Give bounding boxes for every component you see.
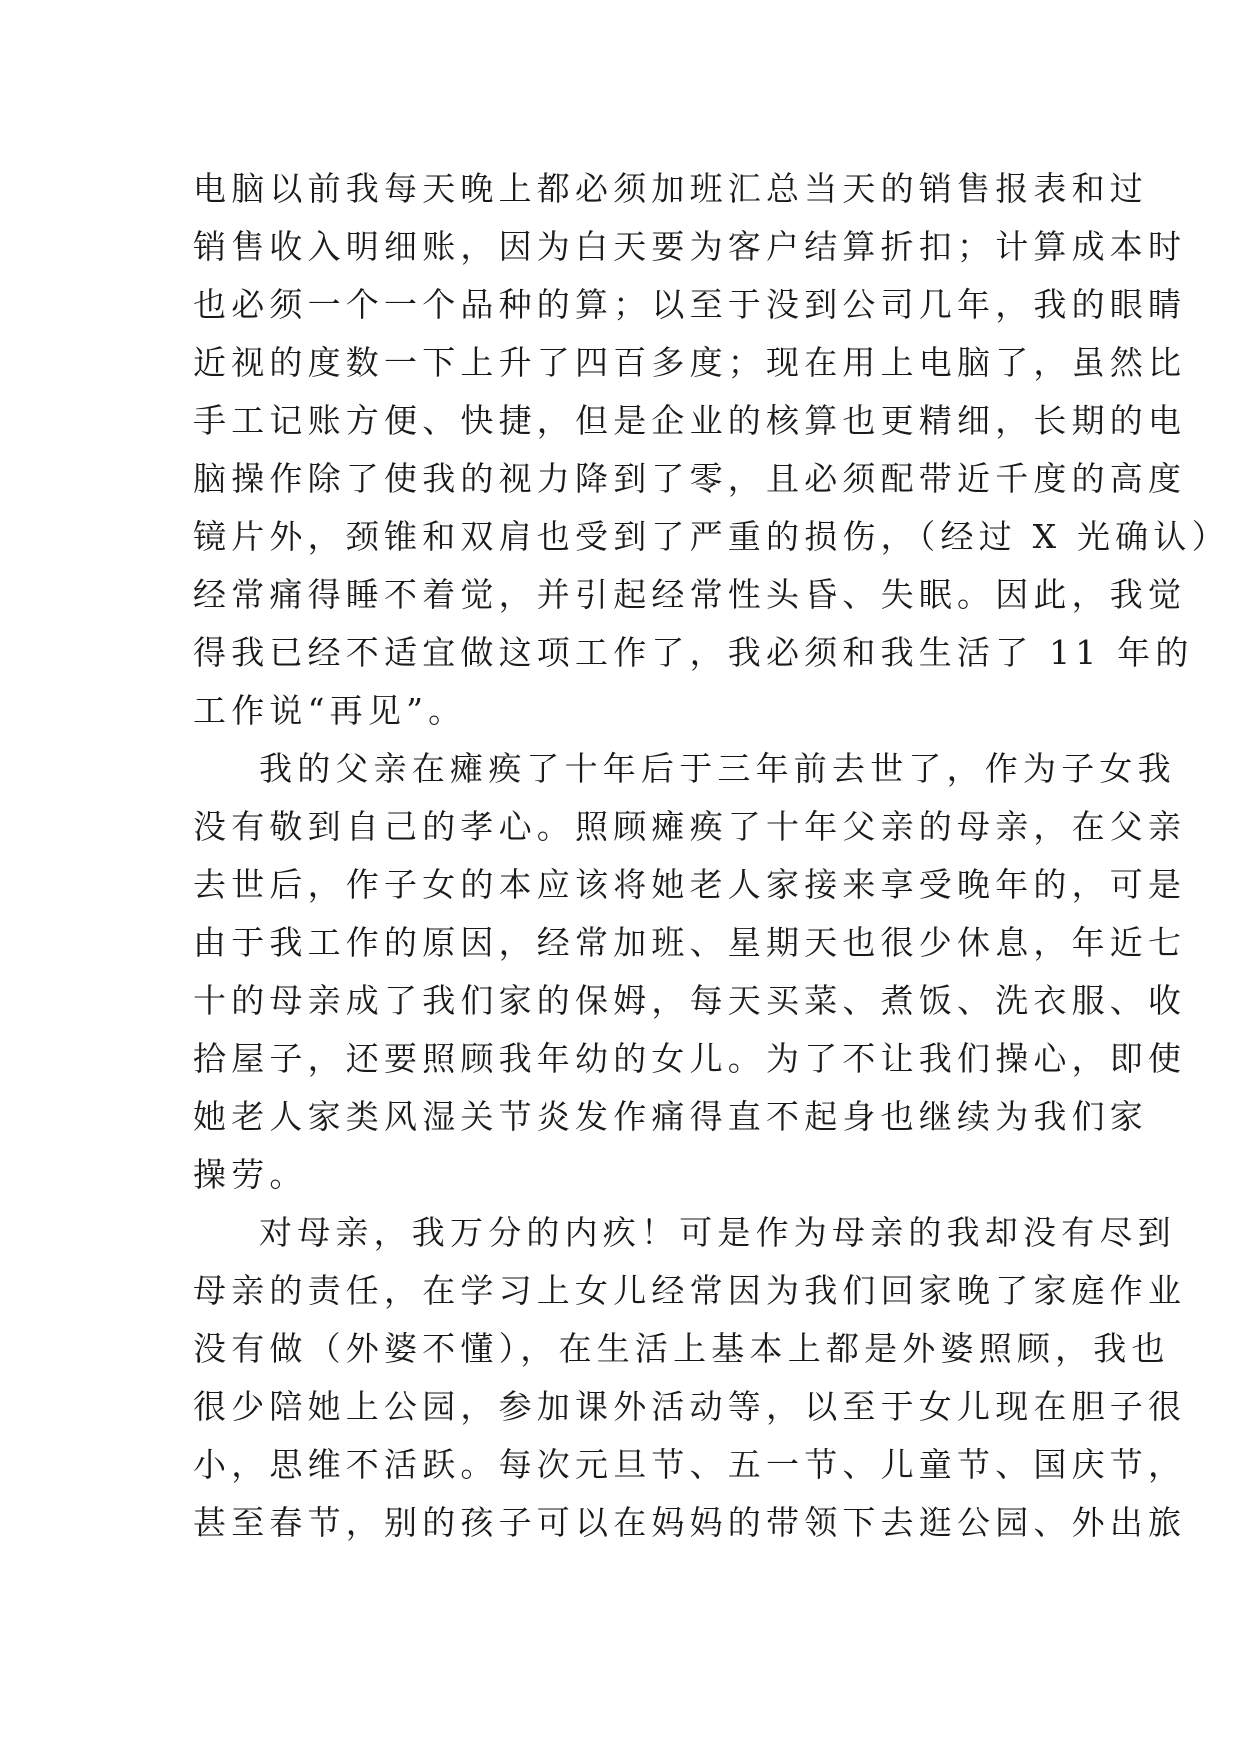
text-line: 由于我工作的原因，经常加班、星期天也很少休息，年近七 bbox=[193, 923, 1187, 962]
paragraph-start-line: 对母亲，我万分的内疚！可是作为母亲的我却没有尽到 bbox=[259, 1213, 1176, 1252]
text-line: 销售收入明细账，因为白天要为客户结算折扣；计算成本时 bbox=[193, 227, 1187, 266]
text-line: 镜片外，颈锥和双肩也受到了严重的损伤，（经过 X 光确认） bbox=[193, 517, 1230, 556]
text-line: 操劳。 bbox=[193, 1155, 308, 1194]
text-line: 手工记账方便、快捷，但是企业的核算也更精细，长期的电 bbox=[193, 401, 1187, 440]
text-line: 甚至春节，别的孩子可以在妈妈的带领下去逛公园、外出旅 bbox=[193, 1503, 1187, 1542]
text-line: 电脑以前我每天晚上都必须加班汇总当天的销售报表和过 bbox=[193, 169, 1148, 208]
text-line: 没有做（外婆不懂），在生活上基本上都是外婆照顾，我也 bbox=[193, 1329, 1170, 1368]
text-line: 去世后，作子女的本应该将她老人家接来享受晚年的，可是 bbox=[193, 865, 1187, 904]
text-line: 很少陪她上公园，参加课外活动等，以至于女儿现在胆子很 bbox=[193, 1387, 1187, 1426]
text-line: 工作说“再见”。 bbox=[193, 691, 467, 730]
text-line: 她老人家类风湿关节炎发作痛得直不起身也继续为我们家 bbox=[193, 1097, 1148, 1136]
text-line: 拾屋子，还要照顾我年幼的女儿。为了不让我们操心，即使 bbox=[193, 1039, 1187, 1078]
text-line: 脑操作除了使我的视力降到了零，且必须配带近千度的高度 bbox=[193, 459, 1187, 498]
text-line: 小，思维不活跃。每次元旦节、五一节、儿童节、国庆节， bbox=[193, 1445, 1187, 1484]
paragraph-start-line: 我的父亲在瘫痪了十年后于三年前去世了，作为子女我 bbox=[259, 749, 1176, 788]
text-line: 十的母亲成了我们家的保姆，每天买菜、煮饭、洗衣服、收 bbox=[193, 981, 1187, 1020]
document-body bbox=[193, 160, 1230, 1552]
text-line: 没有敬到自己的孝心。照顾瘫痪了十年父亲的母亲，在父亲 bbox=[193, 807, 1187, 846]
text-line: 近视的度数一下上升了四百多度；现在用上电脑了，虽然比 bbox=[193, 343, 1187, 382]
text-line: 经常痛得睡不着觉，并引起经常性头昏、失眠。因此，我觉 bbox=[193, 575, 1187, 614]
text-line: 母亲的责任，在学习上女儿经常因为我们回家晚了家庭作业 bbox=[193, 1271, 1187, 1310]
text-line: 得我已经不适宜做这项工作了，我必须和我生活了 11 年的 bbox=[193, 633, 1194, 672]
text-line: 也必须一个一个品种的算；以至于没到公司几年，我的眼睛 bbox=[193, 285, 1187, 324]
